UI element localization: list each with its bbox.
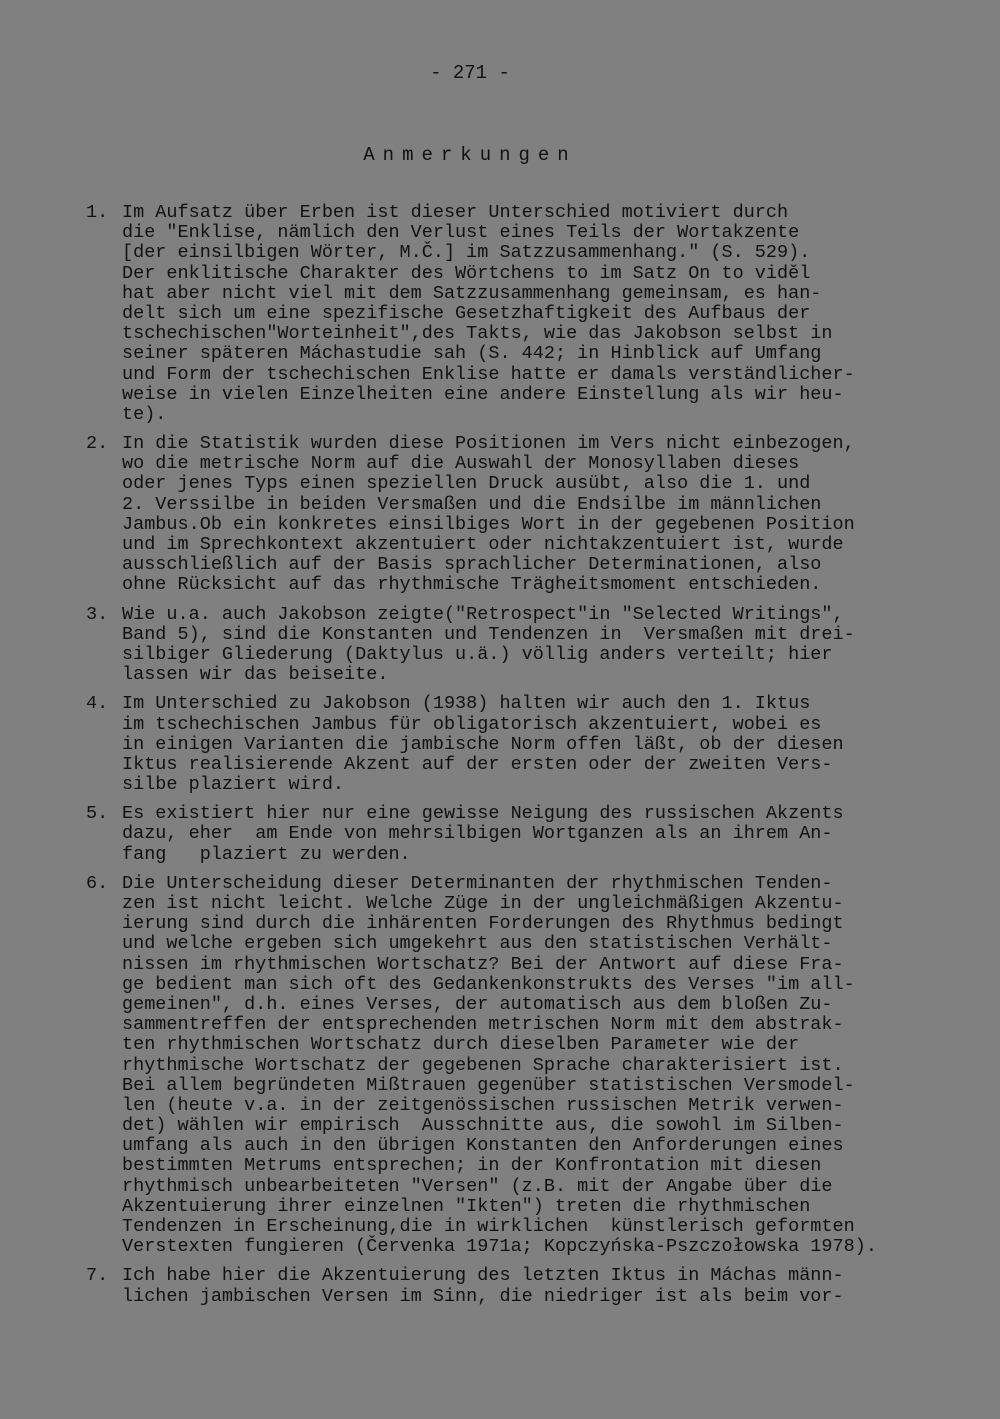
note-number: 1. [86,202,109,223]
note-line: ten rhythmischen Wortschatz durch dieselben Parameter wie der [122,1034,800,1056]
note-line: ausschließlich auf der Basis sprachlicher Determinationen, also [122,554,822,576]
note-line: Verstexten fungieren (Červenka 1971a; Kopczyńska-Pszczołowska 1978). [122,1236,877,1258]
note-number: 3. [86,603,109,625]
note-line: silbe plaziert wird. [122,774,345,796]
note-line: zen ist nicht leicht. Welche Züge in der ungleichmäßigen Akzentu- [122,893,844,914]
note-line: und welche ergeben sich umgekehrt aus den statistischen Verhält- [122,933,833,955]
note-line: Wie u.a. auch Jakobson zeigte("Retrospect"in "Selected Writings", [122,603,844,625]
note-line: gemeinen", d.h. eines Verses, der automatisch aus dem bloßen Zu- [122,993,833,1015]
note-line: und im Sprechkontext akzentuiert oder nichtakzentuiert ist, wurde [122,534,844,555]
note-line: nissen im rhythmischen Wortschatz? Bei der Antwort auf diese Fra- [122,953,844,975]
note-line: hat aber nicht viel mit dem Satzzusammenhang gemeinsam, es han- [122,282,822,304]
note-line: ge bedient man sich oft des Gedankenkonstrukts des Verses "im all- [122,973,855,995]
note-item [86,804,926,865]
note-line: Der enklitische Charakter des Wörtchens to im Satz On to viděl [122,262,811,284]
note-text [122,203,926,425]
page-number: - 271 - [430,62,510,84]
note-line: In die Statistik wurden diese Positionen im Vers nicht einbezogen, [122,433,855,455]
note-line: Ich habe hier die Akzentuierung des letzten Iktus in Máchas männ- [122,1265,844,1287]
note-item [86,203,926,425]
note-line: Jambus.Ob ein konkretes einsilbiges Wort in der gegebenen Position [122,513,855,535]
note-item [86,605,926,686]
note-line: Bei allem begründeten Mißtrauen gegenüber statistischen Versmodel- [122,1074,855,1096]
note-text [122,804,926,865]
note-line: weise in vielen Einzelheiten eine andere Einstellung als wir heu- [122,383,844,405]
note-item [86,434,926,596]
note-line: seiner späteren Máchastudie sah (S. 442; in Hinblick auf Umfang [122,343,822,365]
note-number: 4. [86,693,109,715]
note-line: te). [122,403,167,425]
note-line: [der einsilbigen Wörter, M.Č.] im Satzzusammenhang." (S. 529). [122,242,811,264]
note-text [122,434,926,596]
note-line: in einigen Varianten die jambische Norm offen läßt, ob der diesen [122,733,844,755]
note-line: rhythmisch unbearbeiteten "Versen" (z.B. mit der Angabe über die [122,1175,833,1197]
note-number: 2. [86,433,109,455]
note-line: det) wählen wir empirisch Ausschnitte aus, die sowohl im Silben- [122,1115,844,1137]
note-line: Die Unterscheidung dieser Determinanten der rhythmischen Tenden- [122,872,833,894]
note-line: im tschechischen Jambus für obligatorisch akzentuiert, wobei es [122,713,822,735]
note-line: len (heute v.a. in der zeitgenössischen russischen Metrik verwen- [122,1094,844,1116]
note-line: oder jenes Typs einen speziellen Druck ausübt, also die 1. und [122,473,811,495]
note-line: umfang als auch in den übrigen Konstanten den Anforderungen eines [122,1135,844,1157]
note-number: 5. [86,803,109,825]
note-line: ierung sind durch die inhärenten Forderungen des Rhythmus bedingt [122,913,844,935]
note-line: 2. Verssilbe in beiden Versmaßen und die Endsilbe im männlichen [122,493,822,515]
note-line: wo die metrische Norm auf die Auswahl der Monosyllaben dieses [122,453,800,475]
note-line: silbiger Gliederung (Daktylus u.ä.) völlig anders verteilt; hier [122,643,833,665]
note-line: Iktus realisierende Akzent auf der ersten oder der zweiten Vers- [122,753,833,775]
note-text [122,605,926,686]
note-line: delt sich um eine spezifische Gesetzhaftigkeit des Aufbaus der [122,302,811,324]
note-number: 7. [86,1265,109,1287]
note-line: Band 5), sind die Konstanten und Tendenzen in Versmaßen mit drei- [122,623,855,645]
note-line: dazu, eher am Ende von mehrsilbigen Wortganzen als an ihrem An- [122,823,833,845]
note-text [122,694,926,795]
note-line: Im Aufsatz über Erben ist dieser Unterschied motiviert durch [122,202,789,223]
note-line: die "Enklise, nämlich den Verlust eines Teils der Wortakzente [122,222,800,244]
note-item [86,694,926,795]
note-line: ohne Rücksicht auf das rhythmische Trägheitsmoment entschieden. [122,574,822,596]
note-line: rhythmische Wortschatz der gegebenen Sprache charakterisiert ist. [122,1054,844,1076]
note-text [122,874,926,1258]
page-heading: Anmerkungen [363,144,577,166]
note-line: Tendenzen in Erscheinung,die in wirklichen künstlerisch geformten [122,1216,855,1237]
note-line: tschechischen"Worteinheit",des Takts, wie das Jakobson selbst in [122,323,833,345]
note-text [122,1266,926,1306]
note-line: bestimmten Metrums entsprechen; in der Konfrontation mit diesen [122,1155,822,1177]
note-item [86,1266,926,1306]
note-line: Akzentuierung ihrer einzelnen "Ikten") treten die rhythmischen [122,1195,811,1217]
note-line: fang plaziert zu werden. [122,843,411,865]
note-number: 6. [86,872,109,894]
note-item [86,874,926,1258]
note-line: und Form der tschechischen Enklise hatte er damals verständlicher- [122,363,855,385]
note-line: lichen jambischen Versen im Sinn, die niedriger ist als beim vor- [122,1285,844,1307]
note-line: Es existiert hier nur eine gewisse Neigung des russischen Akzents [122,803,844,825]
notes-list [86,203,926,1316]
note-line: lassen wir das beiseite. [122,664,389,686]
note-line: sammentreffen der entsprechenden metrischen Norm mit dem abstrak- [122,1014,844,1036]
note-line: Im Unterschied zu Jakobson (1938) halten wir auch den 1. Iktus [122,693,811,715]
